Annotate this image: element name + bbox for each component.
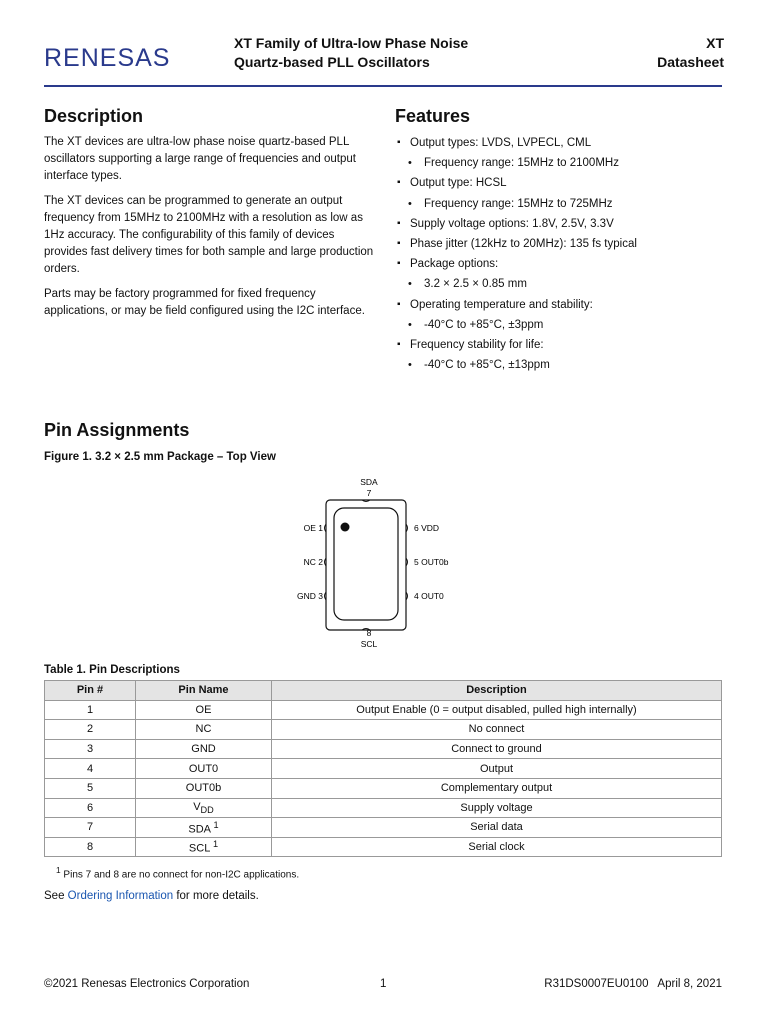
pin7-name-label: SDA: [360, 477, 378, 487]
pin1-indicator-dot: [341, 523, 350, 532]
document-title: [234, 34, 468, 72]
table-row: [45, 720, 722, 740]
pin-number-cell: 7: [45, 818, 136, 838]
pin-name-cell: [136, 837, 272, 857]
feature-subitem: • Frequency range: 15MHz to 725MHz: [395, 194, 725, 214]
table-row: [45, 798, 722, 818]
pin7-number-label: 7: [366, 488, 372, 498]
table-caption: Table 1. Pin Descriptions: [44, 664, 180, 676]
pin-assignments-heading: Pin Assignments: [44, 420, 190, 440]
feature-subitem: • 3.2 × 2.5 × 0.85 mm: [395, 274, 725, 294]
vdd-subscript: DD: [200, 804, 214, 815]
pin-name-cell: [136, 818, 272, 838]
table-row: [45, 818, 722, 838]
footer-document-id: R31DS0007EU0100 April 8, 2021: [544, 978, 722, 990]
description-heading: Description: [44, 106, 144, 126]
header-divider: [44, 85, 722, 87]
pin-number-cell: 4: [45, 759, 136, 779]
pin-number-cell: 3: [45, 739, 136, 759]
pin-description-cell: Output Enable (0 = output disabled, pulled high internally): [272, 700, 722, 720]
table-row: [45, 739, 722, 759]
table-row: [45, 837, 722, 857]
table-row: [45, 778, 722, 798]
features-heading: Features: [395, 106, 471, 126]
feature-item: ▪ Package options:: [395, 254, 725, 274]
pin-description-cell: Output: [272, 759, 722, 779]
feature-subitem: • -40°C to +85°C, ±13ppm: [395, 355, 725, 375]
pin-name-cell: OE: [136, 700, 272, 720]
pin-descriptions-table: [44, 680, 722, 857]
table-row: [45, 700, 722, 720]
column-header-pin-name: Pin Name: [136, 681, 272, 701]
description-paragraph-2: The XT devices can be programmed to generate an output frequency from 15MHz to 2100MHz with a resolution as low as 1Hz accuracy. The configurability of this family of devices provides fast delivery times for both sample and large production orders.: [44, 195, 374, 275]
column-header-description: Description: [272, 681, 722, 701]
see-prefix: See: [44, 890, 68, 902]
feature-subitem: • -40°C to +85°C, ±3ppm: [395, 315, 725, 335]
pin-number-cell: 5: [45, 778, 136, 798]
figure-caption: Figure 1. 3.2 × 2.5 mm Package – Top View: [44, 451, 276, 463]
footnote-ref: 1: [212, 839, 219, 850]
description-paragraph-3: Parts may be factory programmed for fixed frequency applications, or may be field configured using the I2C interface.: [44, 288, 365, 317]
title-line-1: XT Family of Ultra-low Phase Noise: [234, 35, 469, 51]
footer-page-number: 1: [380, 978, 387, 990]
table-row: [45, 759, 722, 779]
pin-name-text: SCL: [188, 842, 213, 855]
title-line-2: Quartz-based PLL Oscillators: [234, 54, 430, 70]
document-type: [657, 34, 724, 72]
features-list: [395, 133, 725, 375]
pin-name-cell: NC: [136, 720, 272, 740]
pin-number-cell: 2: [45, 720, 136, 740]
pin5-label: 5 OUT0b: [414, 557, 449, 567]
description-paragraph-1: The XT devices are ultra-low phase noise quartz-based PLL oscillators supporting a large range of frequencies and output interface types.: [44, 136, 356, 182]
ordering-information-link[interactable]: Ordering Information: [67, 890, 174, 902]
pin-name-cell: GND: [136, 739, 272, 759]
pin6-label: 6 VDD: [414, 523, 440, 533]
feature-item: ▪ Phase jitter (12kHz to 20MHz): 135 fs typical: [395, 234, 725, 254]
pin-number-cell: 1: [45, 700, 136, 720]
description-body: [44, 134, 374, 328]
footer-copyright: ©2021 Renesas Electronics Corporation: [44, 978, 250, 990]
pin-number-cell: 8: [45, 837, 136, 857]
ordering-info-sentence: [44, 890, 259, 902]
pin8-number-label: 8: [366, 628, 372, 638]
feature-item: ▪ Supply voltage options: 1.8V, 2.5V, 3.3V: [395, 214, 725, 234]
feature-item: ▪ Frequency stability for life:: [395, 335, 725, 355]
pin-name-cell: OUT0: [136, 759, 272, 779]
datasheet-label: Datasheet: [657, 54, 724, 70]
pin-description-cell: Serial data: [272, 818, 722, 838]
pin-description-cell: Connect to ground: [272, 739, 722, 759]
pin-name-cell: [136, 798, 272, 818]
pin8-name-label: SCL: [360, 639, 378, 649]
pin1-label: OE 1: [303, 523, 323, 533]
see-suffix: for more details.: [173, 890, 259, 902]
feature-item: ▪ Output type: HCSL: [395, 173, 725, 193]
package-diagram: [290, 474, 470, 654]
pin2-label: NC 2: [303, 557, 323, 567]
footnote-text: Pins 7 and 8 are no connect for non-I2C applications.: [63, 869, 300, 881]
pin-description-cell: Supply voltage: [272, 798, 722, 818]
pin3-label: GND 3: [297, 591, 323, 601]
feature-item: ▪ Output types: LVDS, LVPECL, CML: [395, 133, 725, 153]
footnote-mark: 1: [56, 865, 61, 875]
feature-item: ▪ Operating temperature and stability:: [395, 295, 725, 315]
pin-description-cell: No connect: [272, 720, 722, 740]
pin-number-cell: 6: [45, 798, 136, 818]
package-outline: [326, 500, 406, 630]
pin-name-cell: OUT0b: [136, 778, 272, 798]
table-footnote: [56, 865, 299, 880]
column-header-pin-number: Pin #: [45, 681, 136, 701]
pin-description-cell: Serial clock: [272, 837, 722, 857]
product-family: XT: [706, 35, 724, 51]
table-header-row: [45, 681, 722, 701]
pin-name-text: SDA: [188, 823, 214, 836]
pin4-label: 4 OUT0: [414, 591, 444, 601]
vdd-base: V: [193, 800, 201, 813]
feature-subitem: • Frequency range: 15MHz to 2100MHz: [395, 153, 725, 173]
pin-description-cell: Complementary output: [272, 778, 722, 798]
footnote-ref: 1: [213, 819, 219, 830]
renesas-logo: RENESAS: [44, 44, 171, 72]
